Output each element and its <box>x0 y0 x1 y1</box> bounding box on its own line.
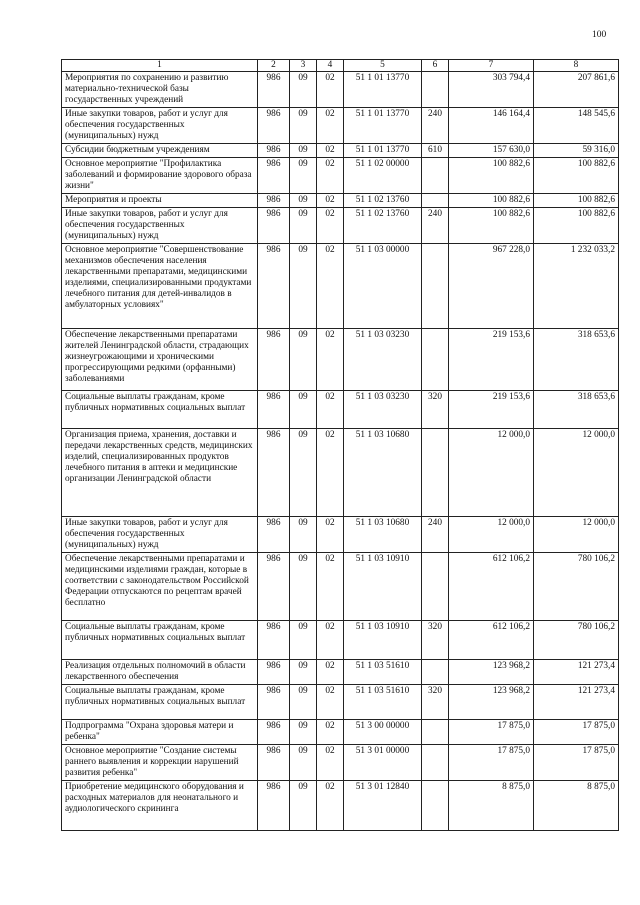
row-name: Основное мероприятие "Создание системы раннего выявления и коррекции нарушений развития ребенка" <box>62 745 258 781</box>
row-grbs: 986 <box>258 781 290 831</box>
row-amount-year1: 17 875,0 <box>449 720 534 745</box>
row-name: Подпрограмма "Охрана здоровья матери и ребенка" <box>62 720 258 745</box>
row-grbs: 986 <box>258 429 290 517</box>
row-target-article: 51 3 01 00000 <box>344 745 422 781</box>
row-subsection: 02 <box>317 144 344 158</box>
row-section: 09 <box>290 429 317 517</box>
row-expense-type <box>422 660 449 685</box>
row-expense-type <box>422 553 449 621</box>
row-expense-type <box>422 720 449 745</box>
table-row <box>62 144 619 158</box>
row-name: Иные закупки товаров, работ и услуг для обеспечения государственных (муниципальных) нужд <box>62 108 258 144</box>
row-expense-type <box>422 745 449 781</box>
row-grbs: 986 <box>258 144 290 158</box>
row-section: 09 <box>290 72 317 108</box>
row-amount-year2: 318 653,6 <box>534 391 619 429</box>
row-grbs: 986 <box>258 208 290 244</box>
row-expense-type: 240 <box>422 517 449 553</box>
row-expense-type: 610 <box>422 144 449 158</box>
row-grbs: 986 <box>258 621 290 660</box>
row-amount-year2: 318 653,6 <box>534 329 619 391</box>
table-row <box>62 660 619 685</box>
table-row <box>62 208 619 244</box>
row-target-article: 51 1 01 13770 <box>344 72 422 108</box>
row-section: 09 <box>290 621 317 660</box>
row-grbs: 986 <box>258 720 290 745</box>
row-amount-year1: 157 630,0 <box>449 144 534 158</box>
table-row <box>62 685 619 720</box>
row-amount-year2: 12 000,0 <box>534 429 619 517</box>
row-expense-type <box>422 72 449 108</box>
row-section: 09 <box>290 194 317 208</box>
row-target-article: 51 1 03 10910 <box>344 553 422 621</box>
row-target-article: 51 3 00 00000 <box>344 720 422 745</box>
row-name: Иные закупки товаров, работ и услуг для обеспечения государственных (муниципальных) нужд <box>62 517 258 553</box>
row-target-article: 51 1 03 51610 <box>344 660 422 685</box>
column-header: 3 <box>290 60 317 72</box>
row-target-article: 51 1 02 13760 <box>344 194 422 208</box>
table-row <box>62 621 619 660</box>
table-row <box>62 108 619 144</box>
row-amount-year2: 121 273,4 <box>534 660 619 685</box>
row-amount-year2: 100 882,6 <box>534 158 619 194</box>
page-number: 100 <box>592 30 607 40</box>
row-amount-year2: 59 316,0 <box>534 144 619 158</box>
row-subsection: 02 <box>317 553 344 621</box>
row-amount-year1: 17 875,0 <box>449 745 534 781</box>
table-row <box>62 553 619 621</box>
table-row <box>62 781 619 831</box>
row-amount-year2: 100 882,6 <box>534 208 619 244</box>
row-section: 09 <box>290 244 317 329</box>
row-name: Приобретение медицинского оборудования и расходных материалов для неонатального и аудиологического скрининга <box>62 781 258 831</box>
row-section: 09 <box>290 781 317 831</box>
table-row <box>62 720 619 745</box>
row-target-article: 51 1 03 03230 <box>344 391 422 429</box>
table-row <box>62 158 619 194</box>
row-target-article: 51 1 03 03230 <box>344 329 422 391</box>
row-amount-year1: 100 882,6 <box>449 194 534 208</box>
row-subsection: 02 <box>317 208 344 244</box>
row-amount-year2: 17 875,0 <box>534 745 619 781</box>
row-section: 09 <box>290 660 317 685</box>
row-name: Основное мероприятие "Профилактика заболеваний и формирование здорового образа жизни" <box>62 158 258 194</box>
row-amount-year1: 8 875,0 <box>449 781 534 831</box>
row-name: Обеспечение лекарственными препаратами жителей Ленинградской области, страдающих жизнеугрожающими и хроническими прогрессирующими редкими (орфанными) заболеваниями <box>62 329 258 391</box>
row-expense-type: 240 <box>422 108 449 144</box>
column-header: 7 <box>449 60 534 72</box>
column-header: 1 <box>62 60 258 72</box>
row-expense-type: 240 <box>422 208 449 244</box>
row-expense-type <box>422 194 449 208</box>
row-subsection: 02 <box>317 72 344 108</box>
row-target-article: 51 1 01 13770 <box>344 108 422 144</box>
row-amount-year1: 123 968,2 <box>449 685 534 720</box>
row-target-article: 51 1 03 00000 <box>344 244 422 329</box>
row-section: 09 <box>290 685 317 720</box>
row-grbs: 986 <box>258 685 290 720</box>
row-expense-type <box>422 158 449 194</box>
row-subsection: 02 <box>317 429 344 517</box>
row-section: 09 <box>290 158 317 194</box>
row-amount-year2: 12 000,0 <box>534 517 619 553</box>
row-amount-year2: 780 106,2 <box>534 621 619 660</box>
row-amount-year1: 12 000,0 <box>449 517 534 553</box>
row-name: Социальные выплаты гражданам, кроме публичных нормативных социальных выплат <box>62 391 258 429</box>
row-amount-year2: 1 232 033,2 <box>534 244 619 329</box>
row-subsection: 02 <box>317 329 344 391</box>
row-subsection: 02 <box>317 781 344 831</box>
row-amount-year1: 612 106,2 <box>449 553 534 621</box>
table-row <box>62 391 619 429</box>
row-name: Организация приема, хранения, доставки и передачи лекарственных средств, медицинских изделий, специализированных продуктов лечебного питания в аптеки и медицинские организации Ленинградской области <box>62 429 258 517</box>
row-subsection: 02 <box>317 517 344 553</box>
row-section: 09 <box>290 329 317 391</box>
row-subsection: 02 <box>317 391 344 429</box>
row-target-article: 51 1 01 13770 <box>344 144 422 158</box>
row-grbs: 986 <box>258 391 290 429</box>
row-target-article: 51 1 02 00000 <box>344 158 422 194</box>
row-subsection: 02 <box>317 244 344 329</box>
row-grbs: 986 <box>258 194 290 208</box>
row-amount-year1: 100 882,6 <box>449 208 534 244</box>
row-subsection: 02 <box>317 660 344 685</box>
row-name: Основное мероприятие "Совершенствование механизмов обеспечения населения лекарственными препаратами, медицинскими изделиями, специализированными продуктами лечебного питания для детей-инвалидов в амбулаторных условиях" <box>62 244 258 329</box>
row-name: Субсидии бюджетным учреждениям <box>62 144 258 158</box>
row-grbs: 986 <box>258 660 290 685</box>
row-section: 09 <box>290 208 317 244</box>
row-amount-year1: 12 000,0 <box>449 429 534 517</box>
row-amount-year2: 207 861,6 <box>534 72 619 108</box>
table-row <box>62 194 619 208</box>
row-subsection: 02 <box>317 194 344 208</box>
row-amount-year1: 100 882,6 <box>449 158 534 194</box>
row-name: Иные закупки товаров, работ и услуг для обеспечения государственных (муниципальных) нужд <box>62 208 258 244</box>
row-grbs: 986 <box>258 108 290 144</box>
row-section: 09 <box>290 517 317 553</box>
row-subsection: 02 <box>317 621 344 660</box>
row-name: Реализация отдельных полномочий в области лекарственного обеспечения <box>62 660 258 685</box>
row-amount-year1: 967 228,0 <box>449 244 534 329</box>
row-target-article: 51 1 03 51610 <box>344 685 422 720</box>
row-grbs: 986 <box>258 72 290 108</box>
row-target-article: 51 1 02 13760 <box>344 208 422 244</box>
row-target-article: 51 1 03 10680 <box>344 517 422 553</box>
row-amount-year1: 219 153,6 <box>449 391 534 429</box>
row-section: 09 <box>290 391 317 429</box>
row-expense-type: 320 <box>422 621 449 660</box>
table-row <box>62 329 619 391</box>
row-subsection: 02 <box>317 685 344 720</box>
row-target-article: 51 3 01 12840 <box>344 781 422 831</box>
row-amount-year1: 612 106,2 <box>449 621 534 660</box>
row-amount-year1: 303 794,4 <box>449 72 534 108</box>
row-grbs: 986 <box>258 158 290 194</box>
row-grbs: 986 <box>258 745 290 781</box>
row-subsection: 02 <box>317 720 344 745</box>
row-section: 09 <box>290 144 317 158</box>
row-expense-type <box>422 429 449 517</box>
row-grbs: 986 <box>258 329 290 391</box>
row-name: Мероприятия и проекты <box>62 194 258 208</box>
column-header: 4 <box>317 60 344 72</box>
row-name: Обеспечение лекарственными препаратами и медицинскими изделиями граждан, которые в соответствии с законодательством Российской Федерации отпускаются по рецептам врачей бесплатно <box>62 553 258 621</box>
row-grbs: 986 <box>258 553 290 621</box>
table-row <box>62 72 619 108</box>
row-section: 09 <box>290 745 317 781</box>
table-row <box>62 244 619 329</box>
row-section: 09 <box>290 553 317 621</box>
column-header: 6 <box>422 60 449 72</box>
row-amount-year2: 8 875,0 <box>534 781 619 831</box>
row-amount-year1: 146 164,4 <box>449 108 534 144</box>
row-expense-type <box>422 329 449 391</box>
row-target-article: 51 1 03 10680 <box>344 429 422 517</box>
row-amount-year2: 780 106,2 <box>534 553 619 621</box>
row-subsection: 02 <box>317 745 344 781</box>
row-name: Социальные выплаты гражданам, кроме публичных нормативных социальных выплат <box>62 685 258 720</box>
budget-table <box>61 59 619 831</box>
row-amount-year2: 148 545,6 <box>534 108 619 144</box>
row-section: 09 <box>290 720 317 745</box>
row-section: 09 <box>290 108 317 144</box>
row-name: Социальные выплаты гражданам, кроме публичных нормативных социальных выплат <box>62 621 258 660</box>
column-header: 5 <box>344 60 422 72</box>
table-row <box>62 429 619 517</box>
row-grbs: 986 <box>258 244 290 329</box>
column-header: 2 <box>258 60 290 72</box>
column-header: 8 <box>534 60 619 72</box>
row-amount-year2: 17 875,0 <box>534 720 619 745</box>
row-target-article: 51 1 03 10910 <box>344 621 422 660</box>
row-expense-type <box>422 781 449 831</box>
row-name: Мероприятия по сохранению и развитию материально-технической базы государственных учреждений <box>62 72 258 108</box>
header-row <box>62 60 619 72</box>
row-grbs: 986 <box>258 517 290 553</box>
row-subsection: 02 <box>317 108 344 144</box>
row-amount-year1: 123 968,2 <box>449 660 534 685</box>
row-amount-year1: 219 153,6 <box>449 329 534 391</box>
row-expense-type: 320 <box>422 685 449 720</box>
table-row <box>62 517 619 553</box>
row-expense-type <box>422 244 449 329</box>
row-amount-year2: 100 882,6 <box>534 194 619 208</box>
row-subsection: 02 <box>317 158 344 194</box>
row-expense-type: 320 <box>422 391 449 429</box>
table-row <box>62 745 619 781</box>
row-amount-year2: 121 273,4 <box>534 685 619 720</box>
